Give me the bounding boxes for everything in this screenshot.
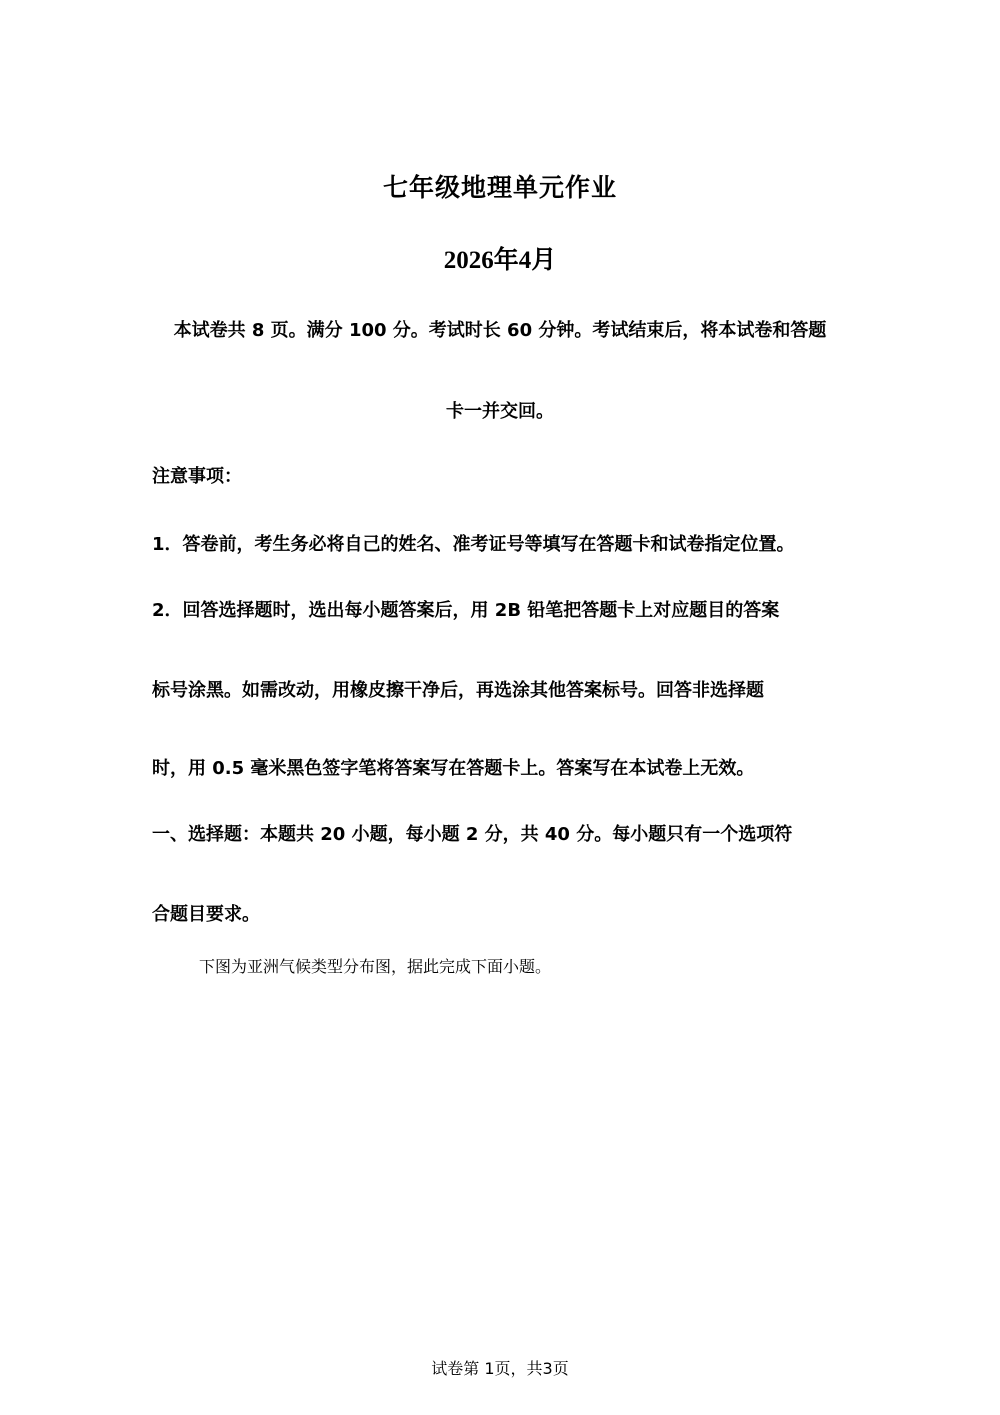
notice-item-2-line-2: 标号涂黑。如需改动，用橡皮擦干净后，再选涂其他答案标号。回答非选择题 xyxy=(152,680,764,701)
document-date: 2026年4月 xyxy=(443,247,557,274)
section-one-heading-line-2: 合题目要求。 xyxy=(152,904,260,925)
notice-item-2-line-1: 2．回答选择题时，选出每小题答案后，用 2B 铅笔把答题卡上对应题目的答案 xyxy=(152,600,780,621)
notice-item-1: 1．答卷前，考生务必将自己的姓名、准考证号等填写在答题卡和试卷指定位置。 xyxy=(152,534,795,555)
notice-item-2-line-3: 时，用 0.5 毫米黑色签字笔将答案写在答题卡上。答案写在本试卷上无效。 xyxy=(152,758,755,779)
question-stem: 下图为亚洲气候类型分布图，据此完成下面小题。 xyxy=(199,957,552,976)
page-footer: 试卷第 1页，共3页 xyxy=(431,1359,569,1378)
intro-line-1: 本试卷共 8 页。满分 100 分。考试时长 60 分钟。考试结束后，将本试卷和答题 xyxy=(173,320,827,341)
notice-heading: 注意事项： xyxy=(152,466,242,487)
intro-line-2: 卡一并交回。 xyxy=(446,401,554,422)
section-one-heading-line-1: 一、选择题：本题共 20 小题，每小题 2 分，共 40 分。每小题只有一个选项符 xyxy=(152,824,793,845)
document-title: 七年级地理单元作业 xyxy=(382,173,617,202)
